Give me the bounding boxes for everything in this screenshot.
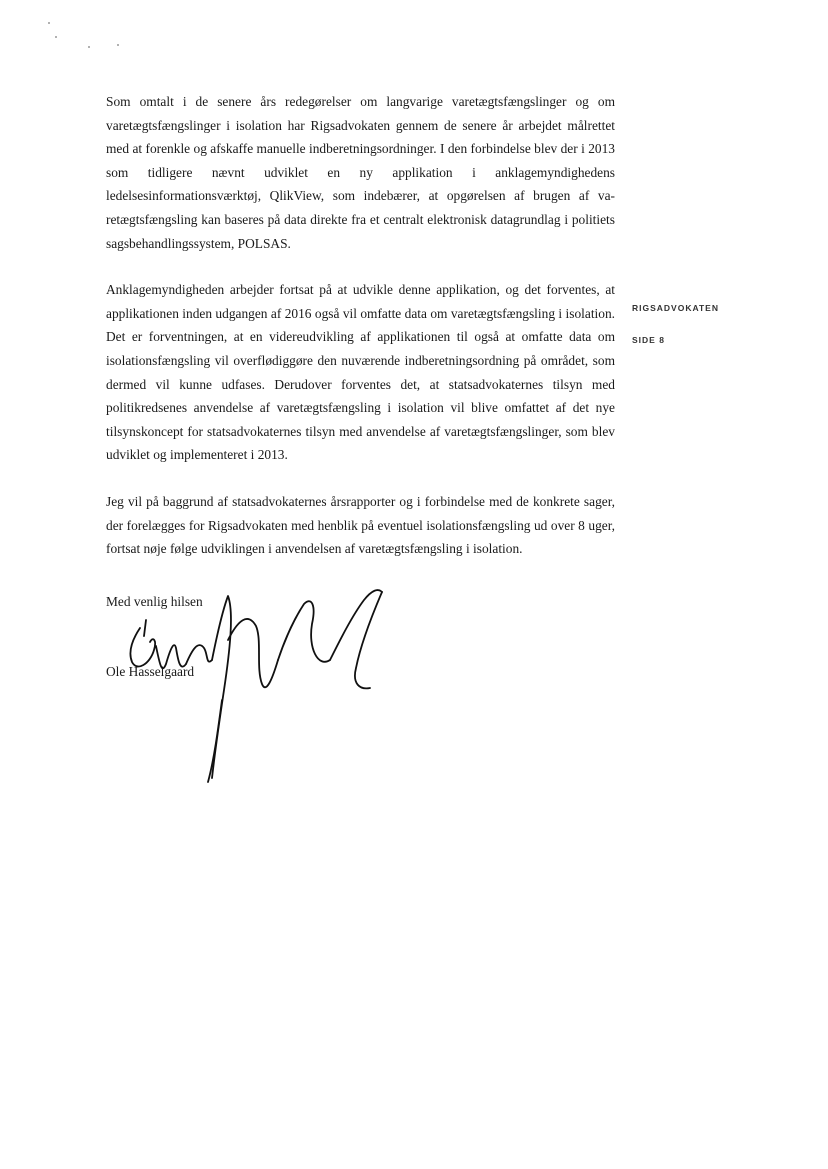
page-margin-info xyxy=(632,303,719,345)
letter-body xyxy=(106,90,615,584)
page-number: SIDE 8 xyxy=(632,335,665,345)
signer-name: Ole Hasselgaard xyxy=(106,664,195,679)
paragraph: Jeg vil på baggrund af statsadvokaternes årsrapporter og i forbindelse med de konkrete sager, der forelægges for Rigsadvokaten med henblik på eventuel isolationsfængsling ud over 8 uger, fortsat nøje følge udviklingen i anvendelsen af varetægtsfængsling i isolation. xyxy=(106,493,615,557)
organization-name: RIGSADVOKATEN xyxy=(632,303,719,313)
scan-speck xyxy=(48,22,50,24)
paragraph: Som omtalt i de senere års redegørelser om langvarige varetægtsfængslinger og om varetægtsfængslinger i isolation har Rigsadvokaten gennem de senere år arbejdet målrettet med at forenkle og afskaffe manuelle indberetningsordninger. I den forbindelse blev der i 2013 som tidligere nævnt udviklet en ny applikation i anklagemyndighedens ledelsesinformationsværktøj, QlikView, som indebærer, at opgørelsen af brugen af varetægtsfængsling kan baseres på data direkte fra et centralt elektronisk datagrundlag i politiets sagsbehandlingssystem, POLSAS. xyxy=(106,94,615,251)
paragraph: Anklagemyndigheden arbejder fortsat på at udvikle denne applikation, og det forventes, at applikationen inden udgangen af 2016 også vil omfatte data om varetægtsfængsling i isolation. Det er forventningen, at en videreudvikling af applikationen til også at omfatte data om isolationsfængsling vil overflødiggøre den nuværende indberetningsordning på området, som dermed vil kunne udfases. Derudover forventes det, at statsadvokaternes tilsyn med politikredsenes anvendelse af varetægtsfængsling i isolation vil blive omfattet af det nye tilsynskoncept for statsadvokaternes tilsyn med anvendelse af varetægtsfængslinger, som blev udviklet og implementeret i 2013. xyxy=(106,282,615,463)
scan-speck xyxy=(88,46,90,48)
closing-greeting: Med venlig hilsen xyxy=(106,594,203,609)
scan-speck xyxy=(117,44,119,46)
scan-speck xyxy=(55,36,57,38)
